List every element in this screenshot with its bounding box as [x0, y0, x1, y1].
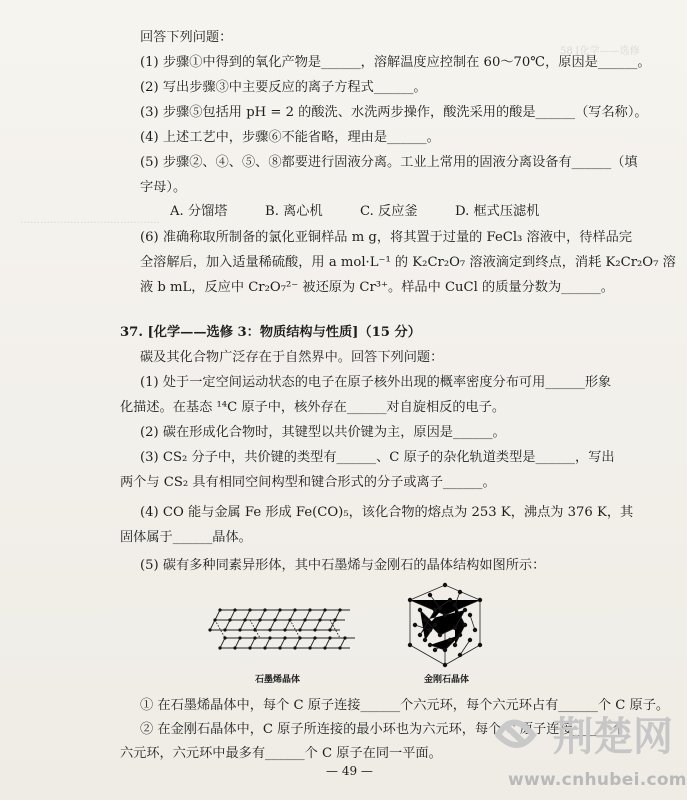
question-37-1-cont: 化描述。在基态 ¹⁴C 原子中，核外存在______对自旋相反的电子。 — [120, 400, 506, 415]
intro-line: 回答下列问题： — [140, 30, 233, 45]
option-d: D. 框式压滤机 — [455, 204, 540, 219]
watermark-url: www.cnhubei.com — [508, 770, 687, 790]
question-5: (5) 步骤②、④、⑤、⑧都要进行固液分离。工业上常用的固液分离设备有______（填 — [140, 155, 638, 170]
section-heading-37: 37. [化学——选修 3：物质结构与性质]（15 分） — [120, 325, 421, 340]
question-37-2: (2) 碳在形成化合物时，其键型以共价键为主，原因是______。 — [140, 425, 506, 440]
question-37-4: (4) CO 能与金属 Fe 形成 Fe(CO)₅，该化合物的熔点为 253 K，沸点为 376 K，其 — [140, 505, 634, 520]
question-37-5-2-cont: 六元环，六元环中最多有______个 C 原子在同一平面。 — [120, 746, 442, 761]
question-37-5-2: ② 在金刚石晶体中，C 原子所连接的最小环也为六元环，每个 C 原子连接______个 — [140, 722, 626, 737]
page-number: — 49 — — [326, 764, 373, 778]
svg-text:荆楚网: 荆楚网 — [553, 713, 673, 760]
question-6-cont: 全溶解后，加入适量稀硫酸，用 a mol·L⁻¹ 的 K₂Cr₂O₇ 溶液滴定到终点，消耗 K₂Cr₂O₇ 溶 — [140, 255, 676, 270]
question-2: (2) 写出步骤③中主要反应的离子方程式______。 — [140, 80, 427, 95]
graphene-structure-drawing — [210, 600, 360, 660]
question-37-5-1: ① 在石墨烯晶体中，每个 C 原子连接______个六元环，每个六元环占有______个 C 原子。 — [140, 698, 670, 713]
crystal-structure-figure — [210, 580, 590, 690]
diamond-caption: 金刚石晶体 — [424, 675, 470, 685]
show-through-text: 58 [化学——选修 — [560, 46, 640, 57]
question-5-cont: 字母）。 — [140, 180, 187, 195]
section-intro: 碳及其化合物广泛存在于自然界中。回答下列问题： — [140, 350, 444, 365]
option-a: A. 分馏塔 — [170, 204, 228, 219]
show-through-text: …………………………………… — [20, 215, 160, 226]
question-37-3-cont: 两个与 CS₂ 具有相同空间构型和键合形式的分子或离子______。 — [120, 475, 496, 490]
question-1: (1) 步骤①中得到的氧化产物是______，溶解温度应控制在 60～70℃，原因是______。 — [140, 55, 651, 70]
option-c: C. 反应釜 — [360, 204, 418, 219]
question-3: (3) 步骤⑤包括用 pH = 2 的酸洗、水洗两步操作，酸洗采用的酸是______（写名称）。 — [140, 105, 648, 120]
question-6: (6) 准确称取所制备的氯化亚铜样品 m g，将其置于过量的 FeCl₃ 溶液中，待样品完 — [140, 230, 633, 245]
question-37-5: (5) 碳有多种同素异形体，其中石墨烯与金刚石的晶体结构如图所示： — [140, 558, 546, 573]
graphene-caption: 石墨烯晶体 — [255, 675, 301, 685]
diamond-structure-drawing — [400, 580, 490, 670]
question-4: (4) 上述工艺中，步骤⑥不能省略，理由是______。 — [140, 130, 440, 145]
cnhubei-logo-watermark — [478, 700, 678, 770]
question-37-1: (1) 处于一定空间运动状态的电子在原子核外出现的概率密度分布可用______形象 — [140, 375, 612, 390]
answer-options — [170, 200, 570, 218]
question-37-4-cont: 固体属于______晶体。 — [120, 530, 252, 545]
question-6-cont: 液 b mL，反应中 Cr₂O₇²⁻ 被还原为 Cr³⁺。样品中 CuCl 的质量分数为______。 — [140, 280, 614, 295]
question-37-3: (3) CS₂ 分子中，共价键的类型有______、C 原子的杂化轨道类型是______，写出 — [140, 450, 615, 465]
option-b: B. 离心机 — [265, 204, 323, 219]
